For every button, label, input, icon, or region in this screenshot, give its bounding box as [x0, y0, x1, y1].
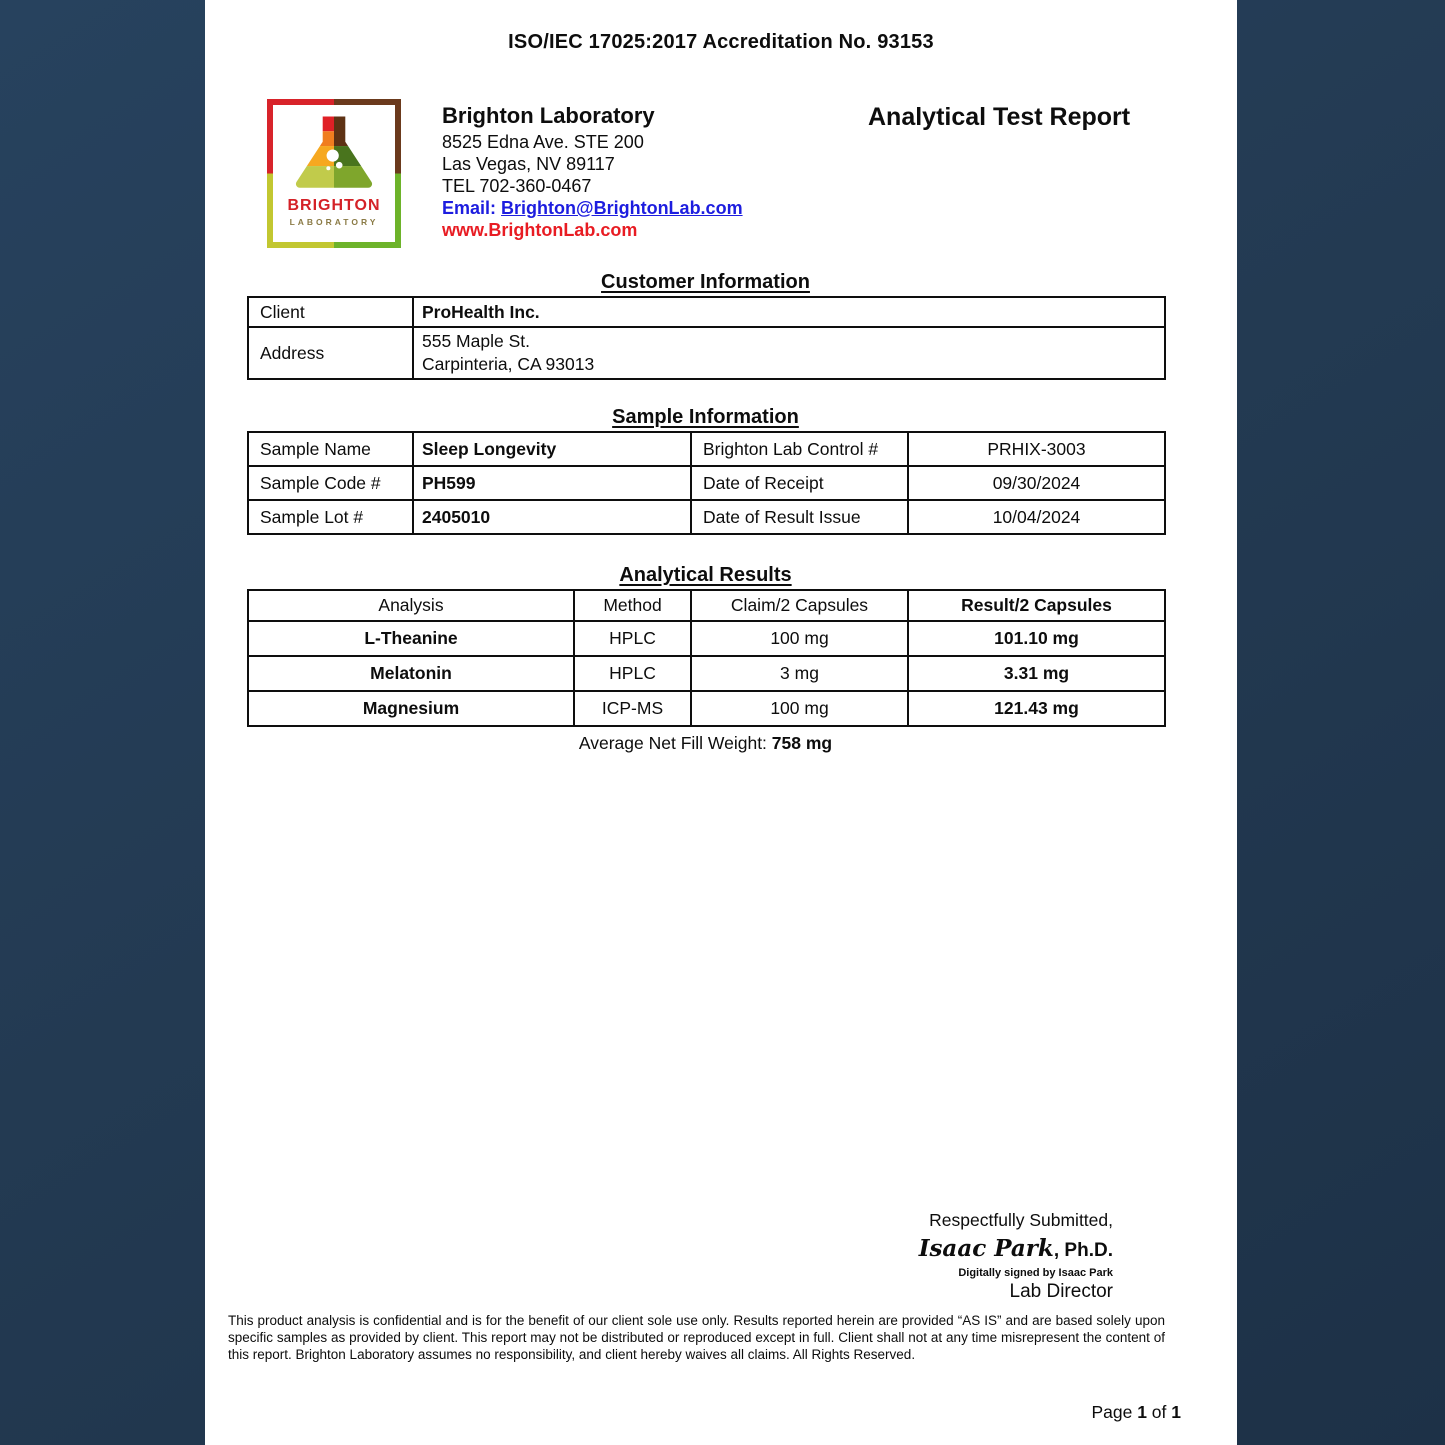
avg-fill-value: 758 mg: [771, 733, 833, 753]
page-total: 1: [1171, 1402, 1181, 1422]
logo-brand-text: BRIGHTON: [287, 197, 381, 214]
address-value: [413, 327, 1165, 379]
signature-block: [919, 1210, 1113, 1303]
lab-email-line: [442, 197, 743, 219]
analytical-results-table: [247, 589, 1166, 727]
lab-contact-block: [442, 103, 743, 241]
analysis-result: 101.10 mg: [908, 621, 1165, 656]
sample-name-value: Sleep Longevity: [413, 432, 691, 466]
table-header-row: [248, 590, 1165, 621]
lab-name: Brighton Laboratory: [442, 103, 655, 128]
page-number: [1091, 1402, 1181, 1423]
lab-address-line1: 8525 Edna Ave. STE 200: [442, 132, 644, 152]
client-value: ProHealth Inc.: [413, 297, 1165, 327]
page-current: 1: [1137, 1402, 1147, 1422]
sample-code-label: Sample Code #: [248, 466, 413, 500]
sample-lot-value: 2405010: [413, 500, 691, 534]
col-result: Result/2 Capsules: [908, 590, 1165, 621]
analysis-name: Melatonin: [248, 656, 574, 691]
sample-code-value: PH599: [413, 466, 691, 500]
disclaimer-text: This product analysis is confidential and is for the benefit of our client sole use only. Results reported herein are provided “AS IS” and are based solely upon specific samples as provided by client. This report may not be distributed or reproduced except in full. Client shall not at any time misrepresent the content of this report. Brighton Laboratory assumes no responsibility, and client hereby waives all claims. All Rights Reserved.: [228, 1313, 1165, 1362]
analytical-results-section: [247, 561, 1164, 754]
analysis-method: HPLC: [574, 621, 691, 656]
page-label: Page: [1091, 1402, 1138, 1422]
accreditation-line: ISO/IEC 17025:2017 Accreditation No. 93153: [508, 31, 934, 53]
signature-script: Isaac Park: [918, 1235, 1054, 1262]
table-row: [248, 621, 1165, 656]
customer-info-heading: Customer Information: [601, 271, 810, 293]
date-receipt-label: Date of Receipt: [691, 466, 908, 500]
col-claim: Claim/2 Capsules: [691, 590, 908, 621]
analysis-claim: 3 mg: [691, 656, 908, 691]
client-label: Client: [248, 297, 413, 327]
analysis-result: 121.43 mg: [908, 691, 1165, 726]
submitted-line: Respectfully Submitted,: [929, 1210, 1113, 1230]
lab-address-line2: Las Vegas, NV 89117: [442, 154, 615, 174]
table-row: [248, 297, 1165, 327]
signature-credential: , Ph.D.: [1053, 1240, 1113, 1261]
flask-icon: [290, 113, 378, 193]
table-row: [248, 691, 1165, 726]
table-row: [248, 500, 1165, 534]
address-value-line2: Carpinteria, CA 93013: [422, 354, 595, 374]
lab-control-value: PRHIX-3003: [908, 432, 1165, 466]
analytical-results-heading: Analytical Results: [619, 564, 792, 586]
sample-info-heading: Sample Information: [612, 406, 799, 428]
report-page: [205, 0, 1237, 1445]
lab-phone: TEL 702-360-0467: [442, 176, 592, 196]
signature-name-line: [919, 1235, 1113, 1262]
page-of: of: [1146, 1402, 1172, 1422]
date-receipt-value: 09/30/2024: [908, 466, 1165, 500]
analysis-method: ICP-MS: [574, 691, 691, 726]
sample-info-section: [247, 403, 1164, 535]
report-title: Analytical Test Report: [868, 103, 1131, 131]
table-row: [248, 327, 1165, 379]
logo-frame-bottom: [267, 242, 401, 248]
analysis-claim: 100 mg: [691, 621, 908, 656]
sample-lot-label: Sample Lot #: [248, 500, 413, 534]
email-label: Email:: [442, 198, 497, 218]
address-value-line1: 555 Maple St.: [422, 331, 530, 351]
analysis-claim: 100 mg: [691, 691, 908, 726]
avg-net-fill-weight: [247, 733, 1164, 754]
avg-fill-label: Average Net Fill Weight:: [578, 733, 772, 753]
sample-name-label: Sample Name: [248, 432, 413, 466]
date-issue-label: Date of Result Issue: [691, 500, 908, 534]
signer-role: Lab Director: [1009, 1281, 1113, 1302]
customer-info-section: [247, 268, 1164, 380]
sample-info-table: [247, 431, 1166, 535]
analysis-method: HPLC: [574, 656, 691, 691]
lab-control-label: Brighton Lab Control #: [691, 432, 908, 466]
table-row: [248, 656, 1165, 691]
address-label: Address: [248, 327, 413, 379]
analysis-name: Magnesium: [248, 691, 574, 726]
lab-website: www.BrightonLab.com: [442, 220, 638, 240]
brighton-logo: [267, 99, 401, 248]
date-issue-value: 10/04/2024: [908, 500, 1165, 534]
analysis-name: L-Theanine: [248, 621, 574, 656]
digital-signature-note: Digitally signed by Isaac Park: [958, 1267, 1113, 1279]
table-row: [248, 466, 1165, 500]
col-analysis: Analysis: [248, 590, 574, 621]
col-method: Method: [574, 590, 691, 621]
customer-info-table: [247, 296, 1166, 380]
logo-frame-top: [267, 99, 401, 105]
analysis-result: 3.31 mg: [908, 656, 1165, 691]
email-link[interactable]: Brighton@BrightonLab.com: [501, 198, 743, 218]
table-row: [248, 432, 1165, 466]
logo-sub-text: LABORATORY: [289, 217, 379, 227]
